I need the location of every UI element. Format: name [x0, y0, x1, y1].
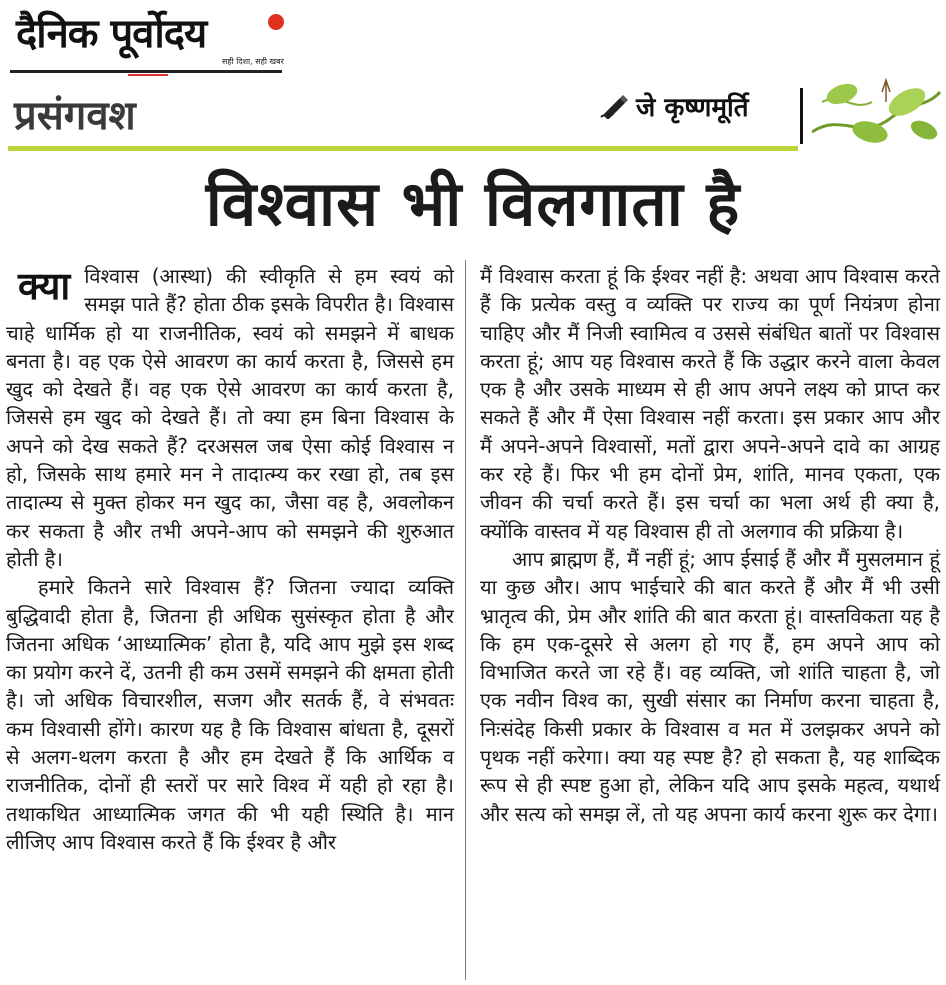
paragraph: हमारे कितने सारे विश्वास हैं? जितना ज्यादा व्यक्ति बुद्धिवादी होता है, जितना ही अधिक सुसंस्कृत होता है और जितना अधिक ‘आध्यात्मिक’ होता है, यदि आप मुझे इस शब्द का प्रयोग करने दें, उतनी ही कम उसमें समझने की क्षमता होती है। जो अधिक विचारशील, सजग और सतर्क हैं, वे संभवतः कम विश्वासी होंगे। कारण यह है कि विश्वास बांधता है, दूसरों से अलग-थलग करता है और हम देखते हैं कि आर्थिक व राजनीतिक, दोनों ही स्तरों पर सारे विश्व में यही हो रहा है। तथाकथित आध्यात्मिक जगत की भी यही स्थिति है। मान लीजिए आप विश्वास करते हैं कि ईश्वर है और	[6, 575, 454, 854]
drop-word: क्या	[18, 264, 71, 308]
column-divider	[465, 260, 466, 980]
masthead-red-rule	[128, 74, 168, 76]
paragraph: आप ब्राह्मण हैं, मैं नहीं हूं; आप ईसाई हैं और मैं मुसलमान हूं या कुछ और। आप भाईचारे की बात करते हैं और मैं भी उसी भ्रातृत्व की, प्रेम और शांति की बात करता हूं। वास्तविकता यह है कि हम एक-दूसरे से अलग हो गए हैं, हम अपने आप को विभाजित करते जा रहे हैं। वह व्यक्ति, जो शांति चाहता है, जो एक नवीन विश्व का, सुखी संसार का निर्माण करना चाहता है, निःसंदेह किसी प्रकार के विश्वास व मत में उलझकर अपने को पृथक नहीं करेगा। क्या यह स्पष्ट है? हो सकता है, यह शाब्दिक रूप से ही स्पष्ट हुआ हो, लेकिन यदि आप इसके महत्व, यथार्थ और सत्य को समझ लें, तो यह अपना कार्य करना शुरू कर देगा।	[480, 546, 940, 826]
article-column-left	[6, 262, 454, 856]
section-title: प्रसंगवश	[14, 93, 136, 139]
masthead	[10, 4, 282, 74]
newspaper-name: दैनिक पूर्वोदय	[16, 11, 207, 57]
pen-icon	[600, 93, 630, 119]
article-headline: विश्वास भी विलगाता है	[205, 167, 741, 240]
masthead-rule	[10, 70, 282, 73]
header-accent-rule	[8, 146, 798, 151]
byline	[600, 88, 749, 124]
paragraph: मैं विश्वास करता हूं कि ईश्वर नहीं है: अथवा आप विश्वास करते हैं कि प्रत्येक वस्तु व व्यक्ति पर राज्य का पूर्ण नियंत्रण होना चाहिए और मैं निजी स्वामित्व व उससे संबंधित बातों पर विश्वास करता हूं; आप यह विश्वास करते हैं कि उद्धार करने वाला केवल एक है और उसके माध्यम से ही आप अपने लक्ष्य को प्राप्त कर सकते हैं और मैं ऐसा विश्वास नहीं करता। इस प्रकार आप और मैं अपने-अपने विश्वासों, मतों द्वारा अपने-अपने दावे का आग्रह कर रहे हैं। फिर भी हम दोनों प्रेम, शांति, मानव एकता, एक जीवन की चर्चा करते हैं। इस चर्चा का भला अर्थ ही क्या है, क्योंकि वास्तव में यह विश्वास ही तो अलगाव की प्रक्रिया है।	[480, 264, 940, 543]
article-column-right	[480, 262, 940, 828]
logo-dot-icon	[268, 14, 284, 30]
vine-decoration-icon	[812, 72, 942, 152]
paragraph: विश्वास (आस्था) की स्वीकृति से हम स्वयं को समझ पाते हैं? होता ठीक इसके विपरीत है। विश्वास चाहे धार्मिक हो या राजनीतिक, स्वयं को समझने में बाधक बनता है। वह एक ऐसे आवरण का कार्य करता है, जिससे हम खुद को देखते हैं। वह एक ऐसे आवरण का कार्य करता है, जिससे हम खुद को देखते हैं। तो क्या हम बिना विश्वास के अपने को देख सकते हैं? दरअसल जब ऐसा कोई विश्वास न हो, जिसके साथ हमारे मन ने तादात्म्य कर रखा हो, तब इस तादात्म्य से मुक्त होकर मन खुद का, जैसा वह है, अवलोकन कर सकता है और तभी अपने-आप को समझने की शुरुआत होती है।	[6, 264, 454, 571]
author-name: जे कृष्णमूर्ति	[636, 93, 749, 123]
newspaper-tagline: सही दिशा, सही खबर	[222, 57, 284, 66]
byline-divider	[800, 88, 803, 144]
